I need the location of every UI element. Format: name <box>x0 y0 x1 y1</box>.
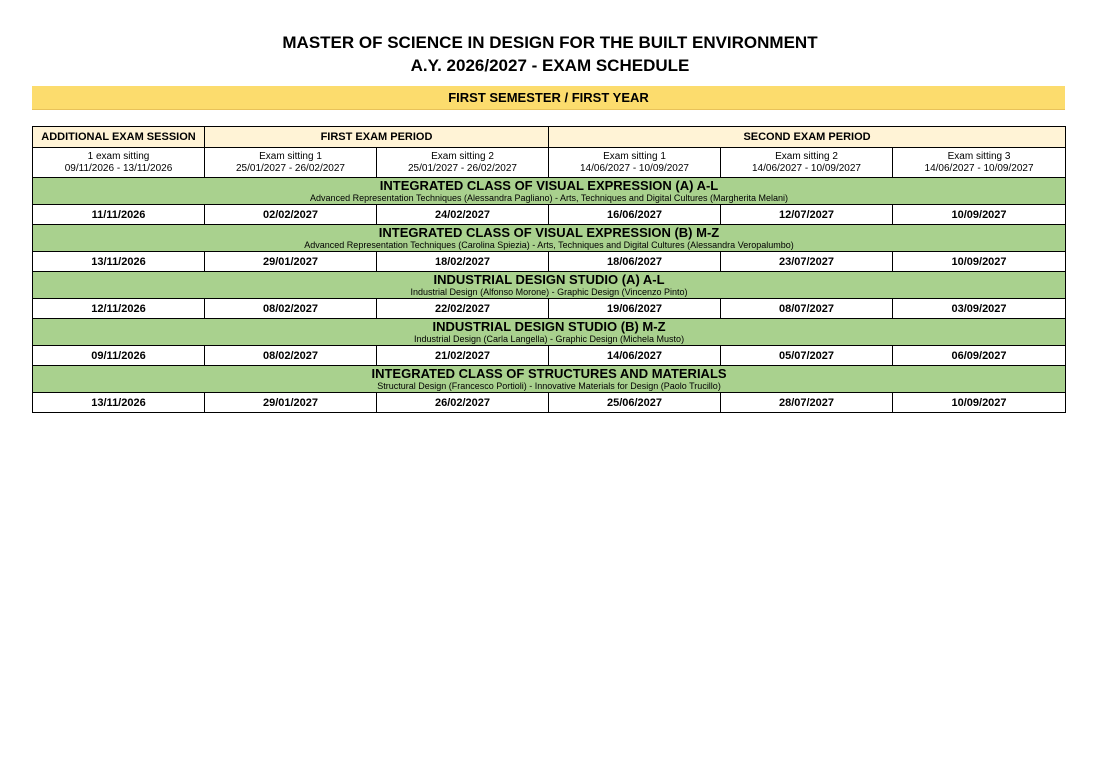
sitting-label: 1 exam sitting <box>87 150 150 162</box>
exam-date: 05/07/2027 <box>721 346 893 366</box>
sitting-range: 25/01/2027 - 26/02/2027 <box>236 162 345 174</box>
course-row <box>33 366 1066 393</box>
sitting-range: 09/11/2026 - 13/11/2026 <box>64 162 173 174</box>
exam-date: 13/11/2026 <box>33 393 205 413</box>
exam-date: 24/02/2027 <box>377 205 549 225</box>
sitting-label: Exam sitting 2 <box>431 150 494 162</box>
sitting-cell <box>205 148 377 178</box>
dates-row <box>33 252 1066 272</box>
exam-date: 08/02/2027 <box>205 299 377 319</box>
dates-row <box>33 205 1066 225</box>
course-name: INDUSTRIAL DESIGN STUDIO (A) A-L <box>433 272 665 287</box>
exam-date: 12/07/2027 <box>721 205 893 225</box>
sitting-range: 25/01/2027 - 26/02/2027 <box>408 162 517 174</box>
exam-date: 26/02/2027 <box>377 393 549 413</box>
exam-date: 29/01/2027 <box>205 393 377 413</box>
sitting-cell <box>33 148 205 178</box>
exam-date: 02/02/2027 <box>205 205 377 225</box>
exam-date: 10/09/2027 <box>893 205 1066 225</box>
exam-date: 03/09/2027 <box>893 299 1066 319</box>
course-row <box>33 319 1066 346</box>
exam-date: 23/07/2027 <box>721 252 893 272</box>
course-name: INTEGRATED CLASS OF STRUCTURES AND MATERIALS <box>371 366 727 381</box>
sitting-label: Exam sitting 3 <box>947 150 1011 162</box>
sitting-label: Exam sitting 2 <box>775 150 838 162</box>
exam-date: 10/09/2027 <box>893 252 1066 272</box>
course-name: INDUSTRIAL DESIGN STUDIO (B) M-Z <box>432 319 666 334</box>
sitting-label: Exam sitting 1 <box>259 150 322 162</box>
exam-date: 25/06/2027 <box>549 393 721 413</box>
exam-date: 19/06/2027 <box>549 299 721 319</box>
exam-schedule-table <box>32 126 1066 413</box>
sitting-range: 14/06/2027 - 10/09/2027 <box>580 162 689 174</box>
exam-date: 21/02/2027 <box>377 346 549 366</box>
sitting-cell <box>893 148 1066 178</box>
course-description: Advanced Representation Techniques (Alessandra Pagliano) - Arts, Techniques and Digital Cultures (Margherita Melani) <box>310 193 788 203</box>
course-description: Industrial Design (Carla Langella) - Graphic Design (Michela Musto) <box>413 334 685 344</box>
exam-date: 09/11/2026 <box>33 346 205 366</box>
exam-date: 13/11/2026 <box>33 252 205 272</box>
exam-date: 12/11/2026 <box>33 299 205 319</box>
exam-date: 16/06/2027 <box>549 205 721 225</box>
exam-date: 29/01/2027 <box>205 252 377 272</box>
sitting-label: Exam sitting 1 <box>603 150 666 162</box>
course-row <box>33 178 1066 205</box>
second-period-header: SECOND EXAM PERIOD <box>549 127 1066 148</box>
exam-date: 18/06/2027 <box>549 252 721 272</box>
period-header-row <box>33 127 1066 148</box>
course-name: INTEGRATED CLASS OF VISUAL EXPRESSION (A) A-L <box>379 178 719 193</box>
course-cell <box>33 366 1066 393</box>
exam-date: 28/07/2027 <box>721 393 893 413</box>
exam-date: 14/06/2027 <box>549 346 721 366</box>
sitting-cell <box>721 148 893 178</box>
course-row <box>33 225 1066 252</box>
course-description: Industrial Design (Alfonso Morone) - Graphic Design (Vincenzo Pinto) <box>410 287 688 297</box>
document-subtitle: A.Y. 2026/2027 - EXAM SCHEDULE <box>410 56 690 75</box>
course-cell <box>33 272 1066 299</box>
semester-banner: FIRST SEMESTER / FIRST YEAR <box>32 86 1065 110</box>
dates-row <box>33 393 1066 413</box>
sitting-cell <box>377 148 549 178</box>
exam-date: 11/11/2026 <box>33 205 205 225</box>
exam-date: 06/09/2027 <box>893 346 1066 366</box>
course-cell <box>33 178 1066 205</box>
first-period-header: FIRST EXAM PERIOD <box>205 127 549 148</box>
sitting-cell <box>549 148 721 178</box>
document-title: MASTER OF SCIENCE IN DESIGN FOR THE BUILT ENVIRONMENT <box>282 33 818 52</box>
course-description: Advanced Representation Techniques (Carolina Spiezia) - Arts, Techniques and Digital Cultures (Alessandra Veropalumbo) <box>304 240 794 250</box>
sittings-row <box>33 148 1066 178</box>
additional-session-header: ADDITIONAL EXAM SESSION <box>33 127 205 148</box>
course-name: INTEGRATED CLASS OF VISUAL EXPRESSION (B) M-Z <box>378 225 720 240</box>
course-row <box>33 272 1066 299</box>
exam-date: 18/02/2027 <box>377 252 549 272</box>
dates-row <box>33 346 1066 366</box>
exam-date: 08/02/2027 <box>205 346 377 366</box>
exam-date: 08/07/2027 <box>721 299 893 319</box>
sitting-range: 14/06/2027 - 10/09/2027 <box>752 162 861 174</box>
sitting-range: 14/06/2027 - 10/09/2027 <box>924 162 1034 174</box>
course-cell <box>33 225 1066 252</box>
course-description: Structural Design (Francesco Portioli) - Innovative Materials for Design (Paolo Trucillo) <box>377 381 721 391</box>
exam-date: 10/09/2027 <box>893 393 1066 413</box>
dates-row <box>33 299 1066 319</box>
exam-date: 22/02/2027 <box>377 299 549 319</box>
course-cell <box>33 319 1066 346</box>
